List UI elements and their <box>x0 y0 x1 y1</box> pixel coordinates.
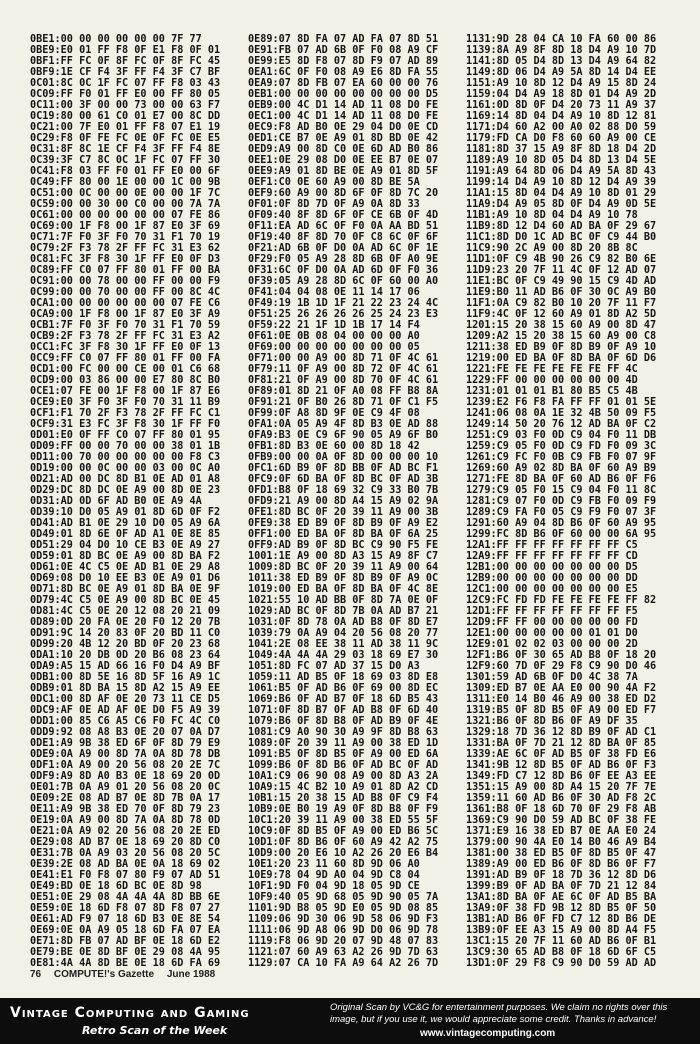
listing-line: 0C99:00 00 70 00 00 FF 00 8C 4C <box>30 287 221 298</box>
listing-line: 0EB9:00 4C D1 14 AD 11 08 D0 FE <box>248 100 439 111</box>
listing-line: 12E9:01 02 02 03 00 00 00 2D <box>466 639 638 650</box>
listing-line: 0FE1:8D BC 0F 20 39 11 A9 00 3B <box>248 507 439 518</box>
listing-line: 13A1:8D BA 0F AE 6C 0F AD B5 BA <box>466 892 657 903</box>
listing-line: 0D61:0E 4C C5 0E AD B1 0E 29 A8 <box>30 562 221 573</box>
listing-columns <box>30 34 678 969</box>
listing-line: 0F61:0E 0B 08 04 00 00 00 A0 <box>248 331 420 342</box>
listing-line: 1361:B8 0F 18 6D 70 0F 29 F8 AB <box>466 804 657 815</box>
listing-line: 0F21:AD 6B 0F D0 0A AD 6C 0F 1E <box>248 243 439 254</box>
listing-line: 1221:FE FE FE FE FE FE FF 4C <box>466 364 638 375</box>
listing-line: 0ED1:CE B7 0E A9 01 8D BD 0E 42 <box>248 133 439 144</box>
listing-line: 1341:9B 12 8D B5 0F AD B6 0F F3 <box>466 760 657 771</box>
listing-line: 10C9:0F 8D B5 0F A9 00 ED B6 5C <box>248 826 439 837</box>
listing-line: 10B1:15 20 38 15 AD B8 0F C9 F4 <box>248 793 439 804</box>
listing-line: 1189:A9 10 8D 05 D4 8D 13 D4 5E <box>466 155 657 166</box>
listing-line: 1331:BA 0F 7D 21 12 8D BA 0F 85 <box>466 738 657 749</box>
listing-line: 1351:15 A9 00 8D A4 15 20 7F 7E <box>466 782 657 793</box>
listing-line: 10B9:0E B0 19 A9 0F 8D B8 0F F9 <box>248 804 439 815</box>
listing-line: 0D89:0D 20 FA 0E 20 F0 12 20 7B <box>30 617 221 628</box>
listing-line: 1309:ED B7 0E AA E0 00 90 4A F2 <box>466 683 657 694</box>
listing-line: 0E99:E5 8D F8 07 8D F9 07 AD 89 <box>248 56 439 67</box>
listing-line: 0D69:08 D0 10 EE B3 0E A9 01 D6 <box>30 573 221 584</box>
listing-line: 0E41:E1 F0 F8 07 80 F9 07 AD 51 <box>30 870 221 881</box>
listing-line: 10E9:78 04 9D A0 04 9D C8 04 <box>248 870 420 881</box>
listing-line: 0E09:2E 08 AD B7 0E 8D 7B 0A 17 <box>30 793 221 804</box>
listing-line: 13D1:0F 29 F8 C9 90 D0 59 AD AD <box>466 958 657 969</box>
listing-line: 1319:B5 0F 8D B5 0F A9 00 ED F7 <box>466 705 657 716</box>
listing-line: 0EE9:A9 01 8D BE 0E A9 01 8D 5F <box>248 166 439 177</box>
listing-line: 0D99:20 4B 12 20 BD 0F 20 23 68 <box>30 639 221 650</box>
listing-line: 0CF1:F1 70 2F F3 78 2F FF FC C1 <box>30 408 221 419</box>
magazine-name: COMPUTE!'s Gazette <box>53 969 155 980</box>
listing-line: 0DF1:0A A9 00 20 56 08 20 2E 7C <box>30 760 221 771</box>
listing-line: 12B1:00 00 00 00 00 00 00 D5 <box>466 562 638 573</box>
listing-line: 0E91:FB 07 AD 6B 0F F0 08 A9 CF <box>248 45 439 56</box>
listing-line: 1001:1E A9 00 8D A3 15 A9 8F C7 <box>248 551 439 562</box>
listing-line: 0D39:10 D0 05 A9 01 8D 6D 0F F2 <box>30 507 221 518</box>
listing-line: 1311:E0 14 B0 46 A9 00 38 ED D2 <box>466 694 657 705</box>
listing-line: 0FC1:6D B9 0F 8D BB 0F AD BC F1 <box>248 463 439 474</box>
listing-line: 11E1:BC 0F C9 49 90 15 C9 4D AD <box>466 276 657 287</box>
listing-line: 0D29:DC 8D DC 0E A9 00 8D 0E 23 <box>30 485 221 496</box>
listing-line: 1039:79 0A A9 04 20 56 08 20 77 <box>248 628 439 639</box>
listing-line: 0C19:80 00 61 C0 01 E7 00 8C DD <box>30 111 221 122</box>
listing-line: 0F19:40 8F 8D 70 0F C8 6C 0F 6F <box>248 232 439 243</box>
listing-line: 11F9:4C 0F 12 60 A9 01 8D A2 5D <box>466 309 657 320</box>
listing-line: 1069:B6 0F AD B7 0F 18 6D B5 43 <box>248 694 439 705</box>
listing-line: 0FF9:AD B9 0F 8D BC C9 90 F5 FE <box>248 540 439 551</box>
listing-line: 0C69:00 1F F8 00 1F 87 E0 3F 69 <box>30 221 221 232</box>
listing-line: 1121:07 60 A9 63 A2 26 9D 7D 63 <box>248 947 439 958</box>
listing-line: 1201:15 20 38 15 60 A9 00 8D 47 <box>466 320 657 331</box>
listing-line: 1391:AD B9 0F 18 7D 36 12 8D D6 <box>466 870 657 881</box>
listing-line: 0F81:21 0F A9 00 8D 70 0F 4C 61 <box>248 375 439 386</box>
listing-line: 0F71:00 00 A9 00 8D 71 0F 4C 61 <box>248 353 439 364</box>
listing-line: 0CE9:E0 3F F0 3F F0 70 31 11 B9 <box>30 397 221 408</box>
listing-line: 11D9:23 20 7F 11 4C 0F 12 AD 07 <box>466 265 657 276</box>
scan-disclaimer: Original Scan by VC&G for entertainment purposes. We claim no rights over this image, but if you use it, we would appreciate some credit. Thanks in advance! <box>330 1002 668 1025</box>
listing-line: 0E51:0E 29 08 4A 4A 4A 8D BB 6E <box>30 892 221 903</box>
listing-line: 0EF1:C0 0E 60 A9 00 8D BE 5A <box>248 177 420 188</box>
page-number: 76 <box>30 969 42 980</box>
listing-line: 1321:B6 0F 8D B6 0F A9 DF 35 <box>466 716 638 727</box>
listing-line: 0F79:11 0F A9 00 8D 72 0F 4C 61 <box>248 364 439 375</box>
listing-line: 0F49:19 1B 1D 1F 21 22 23 24 4C <box>248 298 439 309</box>
listing-line: 0DC9:AF 0E AD AF 0E D0 F5 A9 39 <box>30 705 221 716</box>
listing-line: 0E01:7B 0A A9 01 20 56 08 20 0C <box>30 782 221 793</box>
listing-line: 1101:9D B8 05 9D E0 05 9D 08 85 <box>248 903 439 914</box>
listing-line: 0F29:F0 05 A9 28 8D 6B 0F A0 9E <box>248 254 439 265</box>
listing-line: 1199:14 D4 A9 10 8D 12 D4 A9 39 <box>466 177 657 188</box>
listing-line: 0D49:01 8D 6E 0F AD A1 0E 8E 85 <box>30 529 221 540</box>
listing-line: 0E71:8D FB 07 AD BF 0E 18 6D E2 <box>30 936 221 947</box>
listing-line: 1301:59 AD 6B 0F D0 4C 38 7A <box>466 672 638 683</box>
listing-line: 0F59:22 21 1F 1D 1B 17 14 F4 <box>248 320 420 331</box>
listing-line: 0DB9:01 8D BA 15 8D A2 15 A9 EE <box>30 683 221 694</box>
listing-line: 12F1:B6 0F 30 65 AD B8 0F 18 20 <box>466 650 657 661</box>
listing-line: 0F39:05 A9 28 8D 6C 0F 60 00 A0 <box>248 276 439 287</box>
listing-line: 0E81:4A 4A 8D BE 0E 18 6D FA 69 <box>30 958 221 969</box>
listing-line: 1191:A9 64 8D 06 D4 A9 5A 8D 43 <box>466 166 657 177</box>
listing-line: 0DE9:0A A9 00 8D 7A 0A 8D 78 DB <box>30 749 221 760</box>
listing-line: 1369:C9 90 D0 59 AD BC 0F 38 FE <box>466 815 657 826</box>
listing-line: 1181:8D 37 15 A9 8F 8D 18 D4 2D <box>466 144 657 155</box>
listing-line: 1281:C9 07 F0 0D C9 FB F0 09 F9 <box>466 496 657 507</box>
listing-line: 1131:9D 28 04 CA 10 FA 60 00 86 <box>466 34 657 45</box>
listing-line: 10D9:00 20 E6 10 A2 26 20 E6 B4 <box>248 848 439 859</box>
listing-line: 1119:F8 06 9D 20 07 9D 48 07 83 <box>248 936 439 947</box>
listing-line: 0F89:01 8D 21 0F A0 08 FF B8 8A <box>248 386 439 397</box>
listing-line: 11D1:0F C9 4B 90 26 C9 82 B0 6E <box>466 254 657 265</box>
listing-line: 0C49:FF 80 00 1E 00 00 1C 00 9B <box>30 177 221 188</box>
listing-column-1 <box>30 34 242 969</box>
listing-line: 0D11:00 70 00 00 00 00 00 F8 C3 <box>30 452 221 463</box>
listing-line: 12A9:FF FF FF FF FF FF FF CD <box>466 551 638 562</box>
listing-line: 13B9:0F EE A3 15 A9 00 8D A4 F5 <box>466 925 657 936</box>
listing-line: 11C9:90 2C A9 00 8D 20 8B 8C <box>466 243 638 254</box>
listing-line: 0EF9:60 A9 00 8D 6F 0F 8D 7C 20 <box>248 188 439 199</box>
listing-line: 0C59:00 00 30 00 C0 00 00 7A 7A <box>30 199 221 210</box>
listing-line: 0F01:0F 8D 7D 0F A9 0A 8D 33 <box>248 199 420 210</box>
listing-line: 0CB1:7F F0 3F F0 70 31 F1 70 59 <box>30 320 221 331</box>
listing-line: 1229:FF 00 00 00 00 00 00 4D <box>466 375 638 386</box>
listing-line: 1379:00 90 4A E0 14 B0 46 A9 B4 <box>466 837 657 848</box>
listing-line: 0F51:25 26 26 26 26 25 24 23 E3 <box>248 309 439 320</box>
listing-line: 0F31:6C 0F D0 0A AD 6D 0F F0 36 <box>248 265 439 276</box>
listing-line: 0CA9:00 1F F8 00 1F 87 E0 3F A9 <box>30 309 221 320</box>
listing-line: 0FF1:00 ED BA 0F 8D BA 0F 6A 25 <box>248 529 439 540</box>
listing-line: 10F9:40 05 9D 68 05 9D 90 05 7A <box>248 892 439 903</box>
listing-line: 1329:18 7D 36 12 8D B9 0F AD C1 <box>466 727 657 738</box>
listing-line: 0D91:9C 14 20 83 0F 20 BD 11 C0 <box>30 628 221 639</box>
listing-line: 0DA1:10 20 DB 0D 20 B6 08 23 64 <box>30 650 221 661</box>
listing-line: 0CC9:FF C0 07 FF 80 01 FF 00 FA <box>30 353 221 364</box>
listing-line: 0EA9:07 8D FB 07 EA 60 00 00 76 <box>248 78 439 89</box>
listing-line: 0CF9:31 E3 FC 3F F8 30 1F FF F0 <box>30 419 221 430</box>
listing-line: 0D51:29 04 D0 10 CE B3 0E A9 27 <box>30 540 221 551</box>
listing-line: 0D31:AD 0D 6F AD B0 0E A9 4A <box>30 496 202 507</box>
listing-line: 1289:C9 FA F0 05 C9 F9 F0 07 3F <box>466 507 657 518</box>
listing-line: 11A9:D4 A9 05 8D 0F D4 A9 0D 5E <box>466 199 657 210</box>
listing-line: 0CD9:00 03 86 00 00 E7 80 8C B0 <box>30 375 221 386</box>
listing-line: 0D19:00 00 0C 00 00 03 00 0C A0 <box>30 463 221 474</box>
brand-logo: Vintage Computing and Gaming <box>10 1005 250 1021</box>
listing-line: 0DB1:00 8D 5E 16 8D 5F 16 A9 1C <box>30 672 221 683</box>
listing-line: 0CC1:FC 3F F8 30 1F FF E0 0F 13 <box>30 342 221 353</box>
listing-line: 0F91:21 0F B0 26 8D 71 0F C1 F5 <box>248 397 439 408</box>
listing-line: 1339:AE 6C 0F AD B5 0F 38 FD E6 <box>466 749 657 760</box>
listing-line: 1139:8A A9 8F 8D 18 D4 A9 10 7D <box>466 45 657 56</box>
listing-line: 1171:D4 60 A2 00 A0 02 88 D0 59 <box>466 122 657 133</box>
listing-line: 1011:38 ED B9 0F 8D B9 0F A9 0C <box>248 573 439 584</box>
listing-line: 0E61:AD F9 07 18 6D B3 0E 8E 54 <box>30 914 221 925</box>
listing-line: 0C71:7F F0 3F F0 70 31 F1 70 19 <box>30 232 221 243</box>
listing-line: 0D79:4C C5 0E A9 00 8D BC 0E 45 <box>30 595 221 606</box>
listing-line: 1259:C9 05 F0 0D C9 FD F0 09 3C <box>466 441 657 452</box>
listing-line: 11F1:0A C9 82 B0 10 20 7F 11 F7 <box>466 298 657 309</box>
listing-line: 1031:0F 8D 78 0A AD B8 0F 8D E7 <box>248 617 439 628</box>
listing-line: 0C51:00 0C 00 00 0E 00 00 1F 7C <box>30 188 221 199</box>
listing-line: 1009:8D BC 0F 20 39 11 A9 00 64 <box>248 562 439 573</box>
listing-line: 0BE9:E0 01 FF F8 0F E1 F8 0F 01 <box>30 45 221 56</box>
listing-line: 0DD1:00 85 C6 A5 C6 F0 FC 4C C0 <box>30 716 221 727</box>
listing-line: 1291:60 A9 04 8D B6 0F 60 A9 95 <box>466 518 657 529</box>
listing-line: 0D71:8D BC 0E A9 01 8D BA 0E 9F <box>30 584 221 595</box>
listing-line: 11E9:B0 11 AD B6 0F 30 0C A9 B0 <box>466 287 657 298</box>
listing-line: 0C29:F8 0F FE FC 0E 0F FC 0E E5 <box>30 133 221 144</box>
listing-line: 0D59:01 8D BC 0E A9 00 8D BA F2 <box>30 551 221 562</box>
listing-line: 10C1:20 39 11 A9 00 38 ED 55 5F <box>248 815 439 826</box>
listing-line: 11B1:A9 10 8D 04 D4 A9 10 78 <box>466 210 638 221</box>
listing-line: 0C01:8C 0C 1F FC 07 FF F8 03 43 <box>30 78 221 89</box>
listing-line: 10A1:C9 06 90 08 A9 00 8D A3 2A <box>248 771 439 782</box>
listing-line: 0E21:0A A9 02 20 56 08 20 2E ED <box>30 826 221 837</box>
listing-line: 1251:C9 03 F0 0D C9 04 F0 11 DB <box>466 430 657 441</box>
listing-line: 12C1:00 00 00 00 00 00 00 E5 <box>466 584 638 595</box>
listing-line: 0EC9:F8 AD B0 0E 29 04 D0 0E CD <box>248 122 439 133</box>
listing-line: 0DA9:A5 15 AD 66 16 F0 D4 A9 BF <box>30 661 221 672</box>
listing-line: 1051:8D FC 07 AD 37 15 D0 A3 <box>248 661 420 672</box>
listing-line: 0BF1:FF FC 0F 8F FC 0F 8F FC 45 <box>30 56 221 67</box>
listing-line: 10D1:0F 8D B6 0F 60 A9 42 A2 75 <box>248 837 439 848</box>
listing-line: 0C41:F8 03 FF F0 01 FF E0 00 6F <box>30 166 221 177</box>
listing-line: 0CB9:2F F3 78 2F FF FC 31 E3 A2 <box>30 331 221 342</box>
listing-line: 12F9:60 7D 0F 29 F8 C9 90 D0 46 <box>466 661 657 672</box>
listing-line: 1371:E9 16 38 ED B7 0E AA E0 24 <box>466 826 657 837</box>
listing-line: 11A1:15 8D 04 D4 A9 10 8D 01 29 <box>466 188 657 199</box>
listing-line: 1271:FE 8D BA 0F 60 AD B6 0F F6 <box>466 474 657 485</box>
listing-line: 0FB1:8D B3 0E 60 00 8D 18 42 <box>248 441 420 452</box>
listing-line: 0D81:4C C5 0E 20 12 08 20 21 09 <box>30 606 221 617</box>
listing-line: 0D41:AD B1 0E 29 10 D0 05 A9 6A <box>30 518 221 529</box>
listing-line: 0E31:7B 0A A9 03 20 56 08 20 5C <box>30 848 221 859</box>
listing-line: 1079:B6 0F 8D B8 0F AD B9 0F 4E <box>248 716 439 727</box>
listing-line: 1279:C9 05 F0 15 C9 04 F0 11 8C <box>466 485 657 496</box>
listing-line: 0DC1:00 8D AF 0E 20 73 11 CE D5 <box>30 694 221 705</box>
listing-line: 1061:B5 0F AD B6 0F 69 00 8D EC <box>248 683 439 694</box>
listing-line: 0E79:BE 0E 8D BF 0E 29 08 4A 95 <box>30 947 221 958</box>
listing-line: 12A1:FF FF FF FF FF FF FF C5 <box>466 540 638 551</box>
listing-line: 0C91:00 00 78 00 00 FF 00 00 F9 <box>30 276 221 287</box>
listing-line: 1029:AD BC 0F 8D 7B 0A AD B7 21 <box>248 606 439 617</box>
listing-line: 12D1:FF FF FF FF FF FF FF F5 <box>466 606 638 617</box>
listing-line: 1269:60 A9 02 8D BA 0F 60 A9 B9 <box>466 463 657 474</box>
listing-line: 10F1:9D F0 04 9D 18 05 9D CE <box>248 881 420 892</box>
listing-line: 1159:04 D4 A9 18 8D 01 D4 A9 2D <box>466 89 657 100</box>
listing-line: 1151:A9 10 8D 12 D4 A9 15 8D 24 <box>466 78 657 89</box>
listing-line: 1089:0F 20 39 11 A9 00 38 ED 1D <box>248 738 439 749</box>
listing-line: 0EB1:00 00 00 00 00 00 00 00 D5 <box>248 89 439 100</box>
site-url[interactable]: www.vintagecomputing.com <box>420 1028 556 1039</box>
banner-tagline: Retro Scan of the Week <box>82 1024 228 1037</box>
listing-line: 1099:B6 0F 8D B6 0F AD BC 0F AD <box>248 760 439 771</box>
listing-line: 11B9:8D 12 D4 60 AD BA 0F 29 67 <box>466 221 657 232</box>
listing-line: 1041:2E 08 EE 38 11 AD 38 11 9C <box>248 639 439 650</box>
listing-line: 13B1:AD B6 0F FD C7 12 8D B6 DE <box>466 914 657 925</box>
listing-line: 1141:8D 05 D4 8D 13 D4 A9 64 82 <box>466 56 657 67</box>
listing-line: 0E11:A9 9B 38 ED 70 0F 8D 79 23 <box>30 804 221 815</box>
listing-line: 0C39:3F C7 8C 0C 1F FC 07 FF 30 <box>30 155 221 166</box>
listing-line: 0DD9:92 08 A8 B3 0E 20 07 0A D7 <box>30 727 221 738</box>
listing-line: 0FD9:21 A9 00 8D A4 15 A9 02 9A <box>248 496 439 507</box>
listing-line: 13C1:15 20 7F 11 60 AD B6 0F B1 <box>466 936 657 947</box>
listing-line: 0F41:04 04 08 0E 11 14 17 06 <box>248 287 420 298</box>
listing-line: 1211:38 ED B9 0F 8D B9 0F A9 10 <box>466 342 657 353</box>
listing-line: 12B9:00 00 00 00 00 00 00 DD <box>466 573 638 584</box>
listing-line: 1021:55 10 AD BB 0F 8D 7A 0E 0F <box>248 595 439 606</box>
listing-line: 1389:A9 00 ED B6 0F 8D B6 0F F7 <box>466 859 657 870</box>
listing-line: 0C61:00 00 00 00 00 00 07 FE 86 <box>30 210 221 221</box>
listing-line: 0BE1:00 00 00 00 00 00 7F 77 <box>30 34 202 45</box>
listing-line: 0DF9:A9 8D A0 B3 0E 18 69 20 0D <box>30 771 221 782</box>
listing-line: 0C21:00 7F E0 01 FF F8 07 E1 19 <box>30 122 221 133</box>
listing-line: 0C79:2F F3 78 2F FF FC 31 E3 62 <box>30 243 221 254</box>
listing-line: 0C81:FC 3F F8 30 1F FF E0 0F D3 <box>30 254 221 265</box>
listing-column-3 <box>466 34 678 969</box>
listing-line: 13A9:0F 38 FD 9B 12 8D B5 0F 50 <box>466 903 657 914</box>
listing-line: 11C1:8D D0 1C AD BC 0F C9 44 B0 <box>466 232 657 243</box>
listing-line: 1091:B5 0F 8D B5 0F A9 00 ED 6A <box>248 749 439 760</box>
listing-line: 1019:00 ED BA 0F 8D BA 0F 4C 8E <box>248 584 439 595</box>
listing-line: 1071:0F 8D B7 0F AD B8 0F 6D 40 <box>248 705 439 716</box>
listing-line: 0F09:40 8F 8D 6F 0F CE 6B 0F 4D <box>248 210 439 221</box>
listing-line: 1241:06 08 0A 1E 32 4B 50 09 F5 <box>466 408 657 419</box>
listing-line: 12D9:FF FF 00 00 00 00 00 FD <box>466 617 638 628</box>
listing-line: 1239:E2 F6 F8 FA FF FF 01 01 5E <box>466 397 657 408</box>
listing-line: 0E89:07 8D FA 07 AD FA 07 8D 51 <box>248 34 439 45</box>
issue-date: June 1988 <box>166 969 216 980</box>
listing-line: 0E39:2E 08 AD BA 0E 0A 18 69 02 <box>30 859 221 870</box>
listing-line: 0ED9:A9 00 8D C0 0E 6D AD B0 86 <box>248 144 439 155</box>
listing-line: 0FE9:38 ED B9 0F 8D B9 0F A9 E2 <box>248 518 439 529</box>
listing-line: 0EC1:00 4C D1 14 AD 11 08 D0 FE <box>248 111 439 122</box>
listing-line: 1299:FC 8D B6 0F 60 00 00 6A 95 <box>466 529 657 540</box>
listing-line: 0D01:E0 0F FF C0 07 FF 80 01 95 <box>30 430 221 441</box>
listing-line: 1359:11 60 AD B6 0F 30 AD F8 2C <box>466 793 657 804</box>
listing-line: 1231:01 01 01 B1 80 B5 C5 4B <box>466 386 638 397</box>
listing-line: 0E69:0E 0A A9 05 18 6D FA 07 EA <box>30 925 221 936</box>
listing-line: 0E19:0A A9 00 8D 7A 0A 8D 78 0D <box>30 815 221 826</box>
listing-line: 1169:14 8D 04 D4 A9 10 8D 12 81 <box>466 111 657 122</box>
listing-line: 0BF9:1E CF F4 3F FF F4 3F C7 BF <box>30 67 221 78</box>
listing-line: 0DE1:A9 9B 38 ED 6F 0F 8D 79 E9 <box>30 738 221 749</box>
listing-line: 0E49:BD 0E 18 6D BC 0E 8D 98 <box>30 881 202 892</box>
listing-line: 1049:4A 4A 4A 29 03 18 69 E7 30 <box>248 650 439 661</box>
listing-line: 0CA1:00 00 00 00 00 00 07 FE C6 <box>30 298 221 309</box>
listing-line: 1111:06 9D A8 06 9D D0 06 9D 78 <box>248 925 439 936</box>
listing-line: 1209:A2 15 20 38 15 60 A9 00 C8 <box>466 331 657 342</box>
listing-line: 1261:C9 FC F0 0B C9 FB F0 07 9F <box>466 452 657 463</box>
listing-line: 1081:C9 A0 90 30 A9 9F 8D B8 63 <box>248 727 439 738</box>
listing-line: 1219:00 ED BA 0F 8D BA 0F 6D D6 <box>466 353 657 364</box>
listing-line: 12C9:FC FD FD FE FE FE FE FF 82 <box>466 595 657 606</box>
listing-line: 0F69:00 00 00 00 00 00 00 05 <box>248 342 420 353</box>
listing-line: 0FA1:0A 05 A9 4F 8D B3 0E AD 88 <box>248 419 439 430</box>
listing-line: 0C09:FF F0 01 FF E0 00 FF 80 05 <box>30 89 221 100</box>
listing-line: 0E29:08 AD B7 0E 18 69 20 8D C0 <box>30 837 221 848</box>
listing-line: 0EA1:6C 0F F0 08 A9 E6 8D FA 55 <box>248 67 439 78</box>
listing-line: 0F99:0F A8 8D 9F 0E C9 4F 08 <box>248 408 420 419</box>
listing-line: 0E59:0E 18 6D F8 07 8D F8 07 27 <box>30 903 221 914</box>
listing-line: 12E1:00 00 00 00 00 01 01 D0 <box>466 628 638 639</box>
listing-line: 1249:14 50 20 76 12 AD BA 0F C2 <box>466 419 657 430</box>
listing-line: 1399:B9 0F AD BA 0F 7D 21 12 84 <box>466 881 657 892</box>
listing-line: 0F11:EA AD 6C 0F F0 0A AA BD 51 <box>248 221 439 232</box>
listing-line: 1179:FD CA D0 F8 60 60 A9 00 CE <box>466 133 657 144</box>
listing-line: 0C11:00 3F 00 00 73 00 00 63 F7 <box>30 100 221 111</box>
listing-line: 0FC9:0F 6D BA 0F 8D BC 0F AD 3B <box>248 474 439 485</box>
listing-line: 0EE1:0E 29 08 D0 0E EE B7 0E 07 <box>248 155 439 166</box>
listing-line: 1381:00 38 ED B5 0F 8D B5 0F 47 <box>466 848 657 859</box>
listing-line: 0FD1:B8 0F 18 69 32 C9 33 B0 7B <box>248 485 439 496</box>
listing-line: 0C31:8F 8C 1E CF F4 3F FF F4 8E <box>30 144 221 155</box>
listing-line: 0CE1:07 FE 00 1F F8 00 1F 87 E6 <box>30 386 221 397</box>
page-footer <box>30 969 225 980</box>
listing-line: 0FA9:B3 0E C9 6F 90 05 A9 6F B0 <box>248 430 439 441</box>
listing-line: 1149:8D 06 D4 A9 5A 8D 14 D4 EE <box>466 67 657 78</box>
listing-line: 1161:0D 8D 0F D4 20 73 11 A9 37 <box>466 100 657 111</box>
listing-line: 0CD1:00 FC 00 00 CE 00 01 C6 68 <box>30 364 221 375</box>
listing-line: 10A9:15 4C B2 10 A9 01 8D A2 CD <box>248 782 439 793</box>
listing-line: 0FB9:00 00 0A 0F 8D 00 00 00 10 <box>248 452 439 463</box>
listing-line: 0D09:FF 00 00 70 00 00 38 01 1B <box>30 441 221 452</box>
listing-line: 13C9:30 65 AD B8 0F 18 6D 6F C5 <box>466 947 657 958</box>
listing-line: 10E1:20 23 11 60 8D 9D 06 A0 <box>248 859 420 870</box>
listing-column-2 <box>248 34 460 969</box>
listing-line: 1129:07 CA 10 FA A9 64 A2 26 7D <box>248 958 439 969</box>
listing-line: 1109:06 9D 30 06 9D 58 06 9D F3 <box>248 914 439 925</box>
listing-line: 1059:11 AD B5 0F 18 69 03 8D E8 <box>248 672 439 683</box>
retro-scan-banner <box>0 998 700 1044</box>
listing-line: 0D21:AD 00 DC 8D B1 0E AD 01 A8 <box>30 474 221 485</box>
listing-line: 0C89:FF C0 07 FF 80 01 FF 00 BA <box>30 265 221 276</box>
listing-line: 1349:FD C7 12 8D B6 0F EE A3 EE <box>466 771 657 782</box>
